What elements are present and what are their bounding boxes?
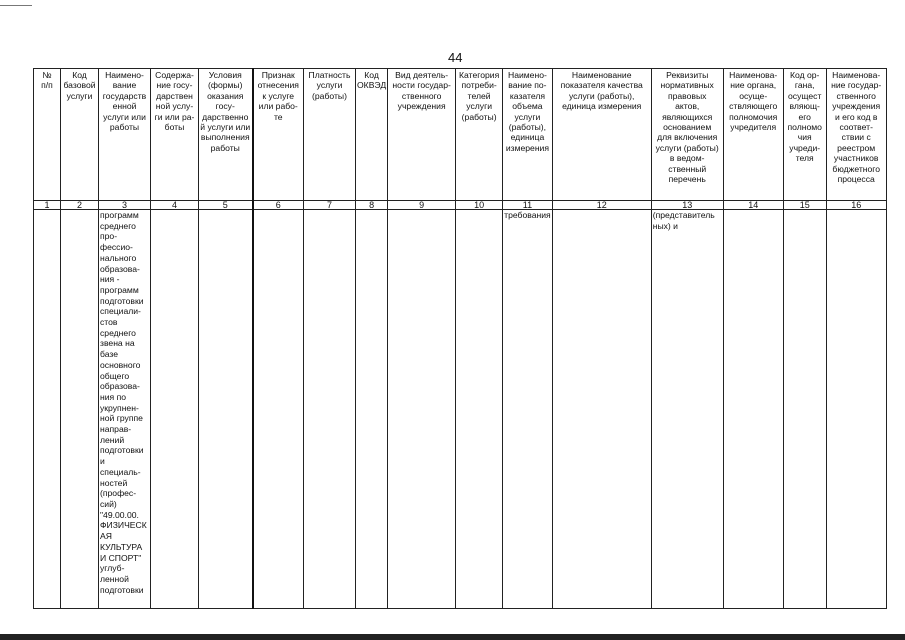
col-number: 6 xyxy=(253,201,304,210)
col-number: 8 xyxy=(356,201,388,210)
header-row xyxy=(34,69,887,201)
cell xyxy=(456,210,503,609)
col-number: 1 xyxy=(34,201,61,210)
table-row xyxy=(34,210,887,609)
column-number-row xyxy=(34,201,887,210)
col-number: 11 xyxy=(503,201,553,210)
col-header: Код ОКВЭД xyxy=(356,69,388,201)
cell xyxy=(388,210,456,609)
cell xyxy=(356,210,388,609)
cell xyxy=(304,210,356,609)
col-header: № п/п xyxy=(34,69,61,201)
cell xyxy=(723,210,783,609)
services-table xyxy=(33,68,887,609)
col-number: 7 xyxy=(304,201,356,210)
col-header: Условия (формы) оказания госу- дарственно й услуги или выполнения работы xyxy=(199,69,253,201)
col-header: Наимено- вание государств енной услуги или работы xyxy=(99,69,151,201)
col-number: 13 xyxy=(651,201,723,210)
col-header: Вид деятель- ности государ- ственного учреждения xyxy=(388,69,456,201)
cell xyxy=(826,210,886,609)
cell xyxy=(253,210,304,609)
col-header: Реквизиты нормативных правовых актов, являющихся основанием для включения услуги (работы) в ведом- ственный перечень xyxy=(651,69,723,201)
cell xyxy=(34,210,61,609)
col-header: Наименова- ние органа, осуще- ствляющего полномочия учредителя xyxy=(723,69,783,201)
cell xyxy=(151,210,199,609)
col-header: Наименование показателя качества услуги (работы), единица измерения xyxy=(552,69,651,201)
col-number: 16 xyxy=(826,201,886,210)
cell-legal-acts: (представитель ных) и xyxy=(651,210,723,609)
cell xyxy=(199,210,253,609)
col-header: Категория потреби- телей услуги (работы) xyxy=(456,69,503,201)
col-header: Наименова- ние государ- ственного учреждения и его код в соответ- ствии с реестром участников бюджетного процесса xyxy=(826,69,886,201)
col-header: Платность услуги (работы) xyxy=(304,69,356,201)
col-number: 14 xyxy=(723,201,783,210)
cell xyxy=(61,210,99,609)
col-number: 4 xyxy=(151,201,199,210)
col-header: Код базовой услуги xyxy=(61,69,99,201)
col-header: Наимено- вание по- казателя объема услуги (работы), единица измерения xyxy=(503,69,553,201)
scan-bottom-edge xyxy=(0,634,905,640)
col-number: 10 xyxy=(456,201,503,210)
col-header: Содержа- ние госу- дарствен ной услу- ги или ра- боты xyxy=(151,69,199,201)
col-number: 3 xyxy=(99,201,151,210)
scan-edge-line xyxy=(0,5,32,6)
cell-volume-indicator: требования xyxy=(503,210,553,609)
cell-service-name: программ среднего про- фессио- нального образова- ния - программ подготовки специали- стов среднего звена на базе основного общего образова- ния по укрупнен- ной группе направ- лений подготовки и специаль- ностей (профес- сий) "49.00.00. ФИЗИЧЕСК АЯ КУЛЬТУРА И СПОРТ" углуб- ленной подготовки xyxy=(99,210,151,609)
cell xyxy=(783,210,826,609)
col-number: 12 xyxy=(552,201,651,210)
col-number: 2 xyxy=(61,201,99,210)
col-number: 15 xyxy=(783,201,826,210)
col-number: 9 xyxy=(388,201,456,210)
cell xyxy=(552,210,651,609)
col-header: Признак отнесения к услуге или рабо- те xyxy=(253,69,304,201)
col-number: 5 xyxy=(199,201,253,210)
col-header: Код ор- гана, осущест вляющ- его полномо чия учреди- теля xyxy=(783,69,826,201)
page-number: 44 xyxy=(448,50,463,65)
